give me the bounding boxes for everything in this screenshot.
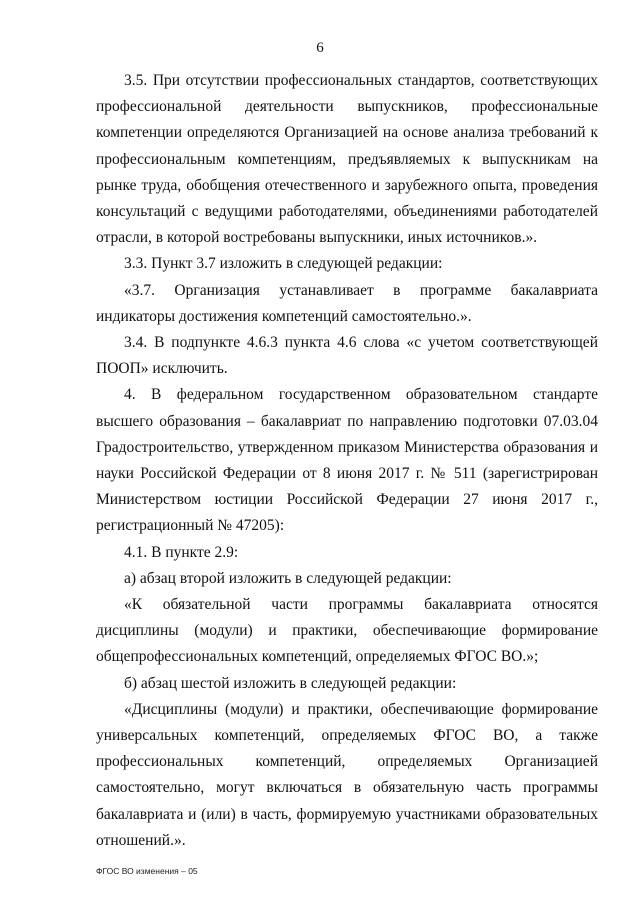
footer-note: ФГОС ВО изменения – 05 (96, 866, 198, 876)
document-body (96, 68, 598, 854)
paragraph-3-7-quote: «3.7. Организация устанавливает в программе бакалавриата индикаторы достижения компетенций самостоятельно.». (96, 281, 598, 325)
paragraph-4-1-a-quote: «К обязательной части программы бакалавриата относятся дисциплины (модули) и практики, обеспечивающие формирование общепрофессиональных компетенций, определяемых ФГОС ВО.»; (96, 596, 598, 666)
paragraph-4-1-b: б) абзац шестой изложить в следующей редакции: (124, 674, 457, 692)
paragraph-4-1-b-quote: «Дисциплины (модули) и практики, обеспечивающие формирование универсальных компетенций, определяемых ФГОС ВО, а также профессиональных компетенций, определяемых Организацией самостоятельно, могут включаться в обязательную часть программы бакалавриата и (или) в часть, формируемую участниками образовательных отношений.». (96, 700, 598, 849)
paragraph-4: 4. В федеральном государственном образовательном стандарте высшего образования – бакалавриат по направлению подготовки 07.03.04 Градостроительство, утвержденном приказом Министерства образования и науки Российской Федерации от 8 июня 2017 г. № 511 (зарегистрирован Министерством юстиции Российской Федерации 27 июня 2017 г., регистрационный № 47205): (96, 386, 598, 535)
paragraph-3-3: 3.3. Пункт 3.7 изложить в следующей редакции: (124, 255, 443, 273)
paragraph-3-5: 3.5. При отсутствии профессиональных стандартов, соответствующих профессиональной деятельности выпускников, профессиональные компетенции определяются Организацией на основе анализа требований к профессиональным компетенциям, предъявляемых к выпускникам на рынке труда, обобщения отечественного и зарубежного опыта, проведения консультаций с ведущими работодателями, объединениями работодателей отрасли, в которой востребованы выпускники, иных источников.». (96, 72, 598, 247)
page-number: 6 (316, 40, 324, 56)
paragraph-4-1-a: а) абзац второй изложить в следующей редакции: (124, 569, 452, 587)
paragraph-3-4: 3.4. В подпункте 4.6.3 пункта 4.6 слова «с учетом соответствующей ПООП» исключить. (96, 334, 598, 378)
paragraph-4-1: 4.1. В пункте 2.9: (124, 543, 239, 561)
